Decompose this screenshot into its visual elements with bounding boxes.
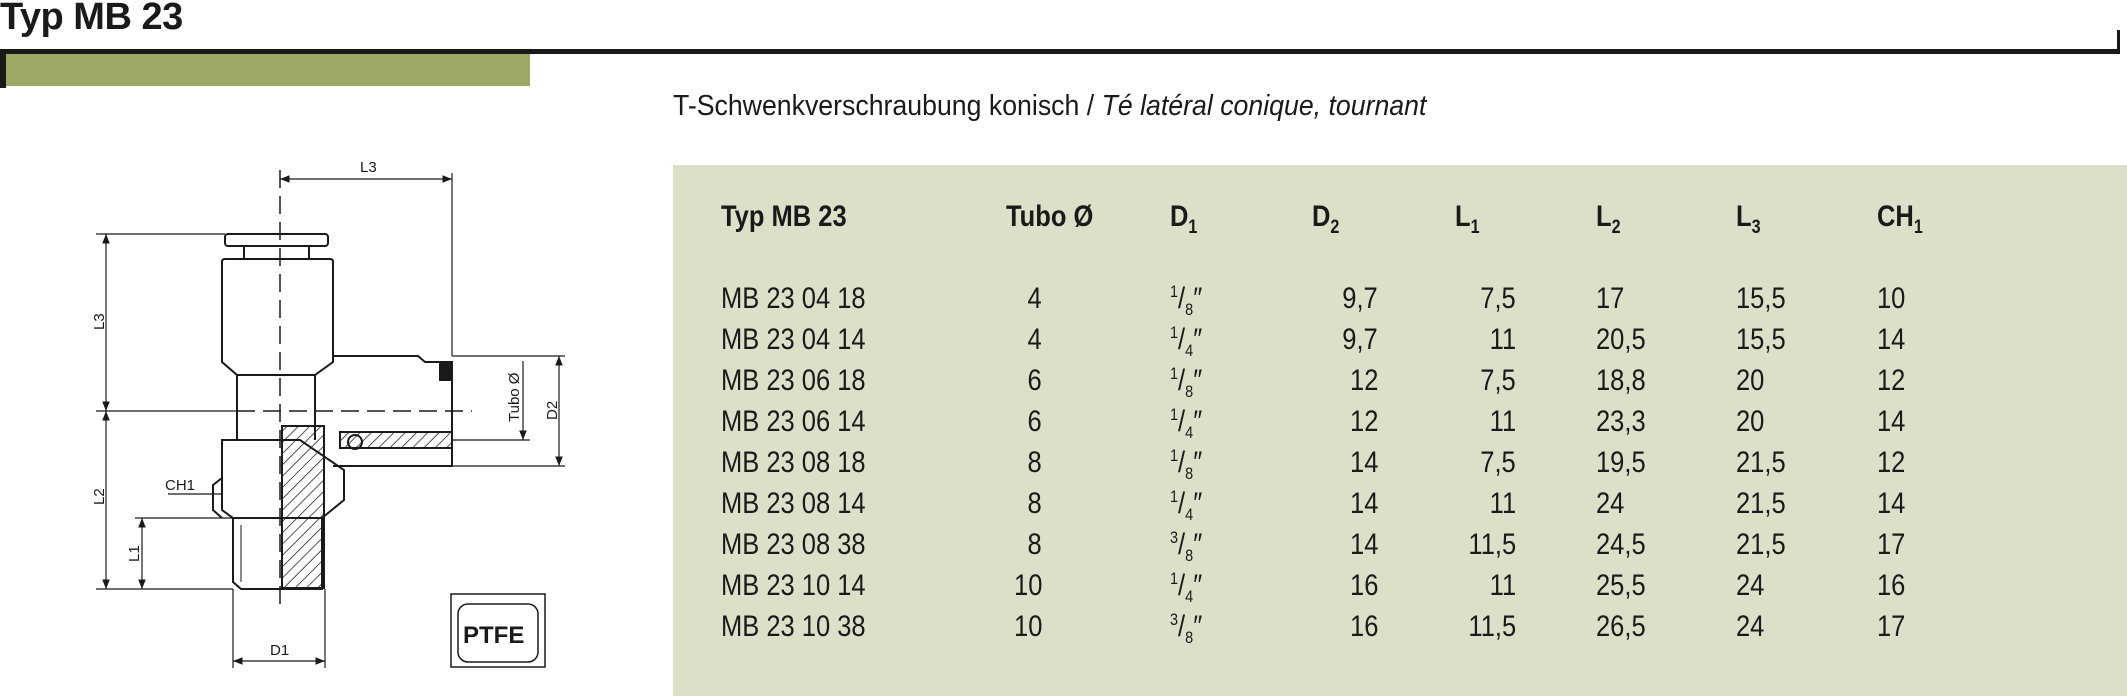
label-d1: D1 xyxy=(270,642,290,659)
cell-d2: 12 xyxy=(1349,405,1378,438)
label-ch1: CH1 xyxy=(165,477,196,494)
cell-type: MB 23 10 14 xyxy=(721,569,866,602)
header-d2: $D_2$ xyxy=(1312,200,1340,238)
cell-type: MB 23 10 38 xyxy=(721,610,866,643)
cell-ch1: 17 xyxy=(1877,528,1906,561)
cell-l3: 24 xyxy=(1736,610,1765,643)
cell-d2: 14 xyxy=(1349,528,1378,561)
subtitle-french: Té latéral conique, tournant xyxy=(1101,90,1427,122)
cell-l2: 23,3 xyxy=(1596,405,1646,438)
label-d2: D2 xyxy=(544,400,561,420)
cell-d1: $^1/_4''$ xyxy=(1170,569,1203,606)
cell-ch1: 12 xyxy=(1877,446,1906,479)
cell-l3: 20 xyxy=(1736,364,1765,397)
cell-l1: 11 xyxy=(1489,569,1516,602)
ptfe-label: PTFE xyxy=(463,622,525,649)
cell-l3: 21,5 xyxy=(1736,528,1786,561)
cell-d1: $^1/_8''$ xyxy=(1170,364,1203,401)
cell-type: MB 23 08 38 xyxy=(721,528,866,561)
cell-l1: 11 xyxy=(1489,487,1516,520)
cell-tubo: 8 xyxy=(1027,487,1042,520)
cell-d2: 9,7 xyxy=(1342,323,1378,356)
cell-d2: 14 xyxy=(1349,446,1378,479)
cell-l3: 24 xyxy=(1736,569,1765,602)
label-tubo: Tubo Ø xyxy=(506,372,523,422)
cell-d1: $^3/_8''$ xyxy=(1170,528,1203,565)
cell-ch1: 17 xyxy=(1877,610,1906,643)
cell-d1: $^1/_4''$ xyxy=(1170,487,1203,524)
cell-tubo: 6 xyxy=(1027,364,1042,397)
cell-l3: 21,5 xyxy=(1736,487,1786,520)
cell-l3: 15,5 xyxy=(1736,282,1786,315)
subtitle-separator: / xyxy=(1079,90,1102,122)
cell-tubo: 8 xyxy=(1027,446,1042,479)
cell-d2: 9,7 xyxy=(1342,282,1378,315)
label-l1: L1 xyxy=(126,545,143,562)
cell-d1: $^1/_4''$ xyxy=(1170,405,1203,442)
cell-l2: 24,5 xyxy=(1596,528,1646,561)
cell-tubo: 10 xyxy=(1013,610,1042,643)
cell-d1: $^3/_8''$ xyxy=(1170,610,1203,647)
cell-l3: 21,5 xyxy=(1736,446,1786,479)
cell-ch1: 14 xyxy=(1877,487,1906,520)
cell-l2: 19,5 xyxy=(1596,446,1646,479)
cell-l3: 15,5 xyxy=(1736,323,1786,356)
header-l1: $L_1$ xyxy=(1455,200,1480,238)
label-l3-left: L3 xyxy=(91,313,108,330)
cell-ch1: 12 xyxy=(1877,364,1906,397)
label-l2: L2 xyxy=(91,488,108,505)
cell-l2: 24 xyxy=(1596,487,1625,520)
technical-drawing xyxy=(0,0,700,696)
cell-l3: 20 xyxy=(1736,405,1765,438)
cell-ch1: 14 xyxy=(1877,323,1906,356)
cell-d2: 14 xyxy=(1349,487,1378,520)
header-l3: $L_3$ xyxy=(1736,200,1761,238)
cell-ch1: 14 xyxy=(1877,405,1906,438)
cell-l1: 11,5 xyxy=(1468,610,1516,643)
cell-tubo: 4 xyxy=(1027,282,1042,315)
cell-l1: 7,5 xyxy=(1480,282,1516,315)
cell-tubo: 8 xyxy=(1027,528,1042,561)
cell-type: MB 23 04 18 xyxy=(721,282,866,315)
cell-ch1: 16 xyxy=(1877,569,1906,602)
header-type: Typ MB 23 xyxy=(721,200,847,233)
cell-l1: 11 xyxy=(1489,405,1516,438)
cell-d2: 12 xyxy=(1349,364,1378,397)
cell-l1: 7,5 xyxy=(1480,446,1516,479)
cell-tubo: 4 xyxy=(1027,323,1042,356)
header-tubo: Tubo Ø xyxy=(1006,200,1094,233)
cell-d2: 16 xyxy=(1349,610,1378,643)
cell-type: MB 23 08 14 xyxy=(721,487,866,520)
cell-l1: 7,5 xyxy=(1480,364,1516,397)
header-rule-end xyxy=(2117,30,2120,54)
cell-l2: 25,5 xyxy=(1596,569,1646,602)
cell-d2: 16 xyxy=(1349,569,1378,602)
cell-d1: $^1/_8''$ xyxy=(1170,446,1203,483)
header-d1: $D_1$ xyxy=(1170,200,1198,238)
cell-l2: 18,8 xyxy=(1596,364,1646,397)
subtitle-german: T-Schwenkverschraubung konisch xyxy=(673,90,1080,122)
label-l3-top: L3 xyxy=(360,159,377,176)
cell-type: MB 23 06 18 xyxy=(721,364,866,397)
dimensions-table xyxy=(673,165,2127,696)
cell-type: MB 23 04 14 xyxy=(721,323,866,356)
cell-d1: $^1/_8''$ xyxy=(1170,282,1203,319)
cell-type: MB 23 08 18 xyxy=(721,446,866,479)
cell-l2: 17 xyxy=(1596,282,1625,315)
cell-l1: 11,5 xyxy=(1468,528,1516,561)
cell-type: MB 23 06 14 xyxy=(721,405,866,438)
cell-tubo: 6 xyxy=(1027,405,1042,438)
cell-l2: 20,5 xyxy=(1596,323,1646,356)
page-title: Typ MB 23 xyxy=(0,0,183,38)
header-ch1: $CH_1$ xyxy=(1877,200,1923,238)
header-l2: $L_2$ xyxy=(1596,200,1621,238)
cell-l1: 11 xyxy=(1489,323,1516,356)
subtitle xyxy=(673,90,1426,123)
cell-l2: 26,5 xyxy=(1596,610,1646,643)
cell-d1: $^1/_4''$ xyxy=(1170,323,1203,360)
cell-ch1: 10 xyxy=(1877,282,1906,315)
cell-tubo: 10 xyxy=(1013,569,1042,602)
